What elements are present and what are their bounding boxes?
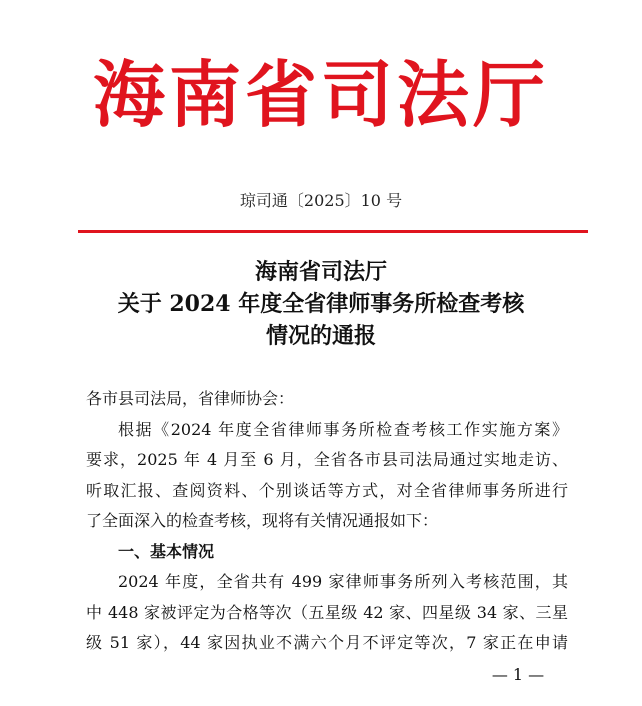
document-number: 琼司通〔2025〕10 号 <box>239 191 403 210</box>
document-body <box>86 384 568 659</box>
paragraph-line: 中 448 家被评定为合格等次（五星级 42 家、四星级 34 家、三星 <box>86 602 568 622</box>
title-line-1: 海南省司法厅 <box>254 259 387 285</box>
red-separator-line <box>78 230 588 233</box>
paragraph-line: 级 51 家），44 家因执业不满六个月不评定等次，7 家正在申请 <box>86 633 568 652</box>
paragraph-line: 听取汇报、查阅资料、个别谈话等方式，对全省律师事务所进行 <box>86 480 568 500</box>
paragraph-line: 要求，2025 年 4 月至 6 月，全省各市县司法局通过实地走访、 <box>86 450 568 469</box>
title-line-2: 关于 2024 年度全省律师事务所检查考核 <box>117 291 525 317</box>
paragraph-line: 根据《2024 年度全省律师事务所检查考核工作实施方案》 <box>118 419 568 439</box>
paragraph-line: 2024 年度，全省共有 499 家律师事务所列入考核范围，其 <box>118 572 568 591</box>
document-title <box>0 256 642 352</box>
page-number: — 1 — <box>491 665 545 684</box>
title-line-3: 情况的通报 <box>265 323 376 349</box>
issuer-masthead: 海南省司法厅 <box>92 52 549 137</box>
section-heading: 一、基本情况 <box>118 541 215 561</box>
paragraph-line: 了全面深入的检查考核，现将有关情况通报如下： <box>86 511 439 530</box>
salutation: 各市县司法局，省律师协会： <box>86 389 295 408</box>
